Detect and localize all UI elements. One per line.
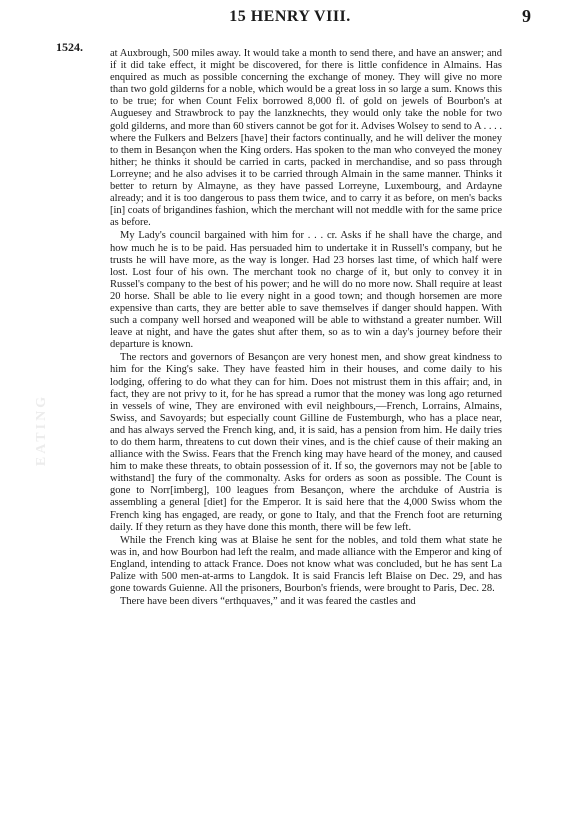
running-head: [0, 6, 567, 30]
paragraph: There have been divers “erthquaves,” and it was feared the castles and: [120, 596, 416, 608]
paragraph: at Auxbrough, 500 miles away. It would take a month to send there, and have an answer; and if it did take effect, it might be discovered, for there is little confidence in Almains. Has enquired as much as possible concerning the exchange of money. They will give no more than two gold gilderns for a noble, which would be a great loss in so large a sum. Knows this to be true; for when Count Felix borrowed 8,000 fl. of gold on jewels of Bourbon's at Auguesey and Strawbrock to pay the lanzknechts, they would only take the noble for two gold gilderns, and more than 60 stivers cannot be got for it. Advises Wolsey to send to A . . . . where the Fulkers and Belzers [have] their factors continually, and he will deliver the money to them in Besançon when the King orders. Has spoken to the man who conveyed the money hither; he thinks it should be carried in carts, packed in merchandise, and so pass through Lorreyne; and he also advises it to be carried through Almain in the same manner. Thinks it better to return by Almayne, as they have passed Lorreyne, Luxembourg, and Ardayne already; and it is too dangerous to pass them twice, and to carry it as before, on men's backs [in] coats of brigandines fashion, which the merchant will not meddle with for the same price as before.: [110, 48, 502, 229]
running-title: 15 HENRY VIII.: [229, 8, 351, 25]
paragraph: The rectors and governors of Besançon are very honest men, and show great kindness to him for the King's sake. They have feasted him in their houses, and come daily to his lodging, offering to do what they can for him. Does not mistrust them in this affair; and, in fact, they are not privy to it, for he has spread a rumor that the money was long ago returned in vessels of wine, They are environed with evil neighbours,—French, Lorrains, Almains, Swiss, and Savoyards; but especially count Gilline de Fustemburgh, who has a place near, and has always served the French king, and, it is said, has a pension from him. He daily tries to do them harm, threatens to cut down their vines, and is the chief cause of their making an alliance with the Swiss. Fears that the French king may have heard of the money, and caused him to make these threats, to obtain possession of it. If so, the governors may not be [able to withstand] the fury of the commonalty. Asks for orders as soon as possible. The Count is gone to Norr[imberg], 100 leagues from Besançon, where the archduke of Austria is assembling a general [diet] for the Emperor. It is said here that the 4,000 Swiss whom the French king has engaged, are ready, or gone to Italy, and that the French foot are returning daily. If they return as they have done this month, there will be few left.: [110, 352, 502, 533]
body-text: [110, 48, 502, 609]
page-number: 9: [522, 6, 531, 26]
watermark-text: EATING: [34, 393, 49, 467]
paragraph: While the French king was at Blaise he sent for the nobles, and told them what state he was in, and how Bourbon had left the realm, and made alliance with the Emperor and king of England, intending to attack France. Does not know what was concluded, but he has sent La Palize with 500 men-at-arms to Langdok. It is said Francis left Blaise on Dec. 29, and has gone towards Guienne. All the prisoners, Bourbon's friends, were brought to Paris, Dec. 28.: [110, 534, 502, 595]
paragraph: My Lady's council bargained with him for . . . cr. Asks if he shall have the charge, and how much he is to be paid. Has persuaded him to undertake it in Russell's company, but he trusts he will have more, as the way is longer. Had 23 horses last time, of which half were lost. Lost four of his own. The merchant took no charge of it, but only to convey it in Russel's company to the best of his power; and he will do no more now. Shall require at least 20 horse. Shall be able to lie every night in a good town; and though horsemen are more expensive than carts, they are better able to save themselves if danger should happen. With such a company well horsed and weaponed will be able to withstand a greater number. Will leave at night, and have the gates shut after them, so as to win a day's journey before their departure is known.: [110, 230, 502, 351]
margin-year: 1524.: [56, 40, 83, 54]
margin-watermark: [22, 210, 62, 650]
